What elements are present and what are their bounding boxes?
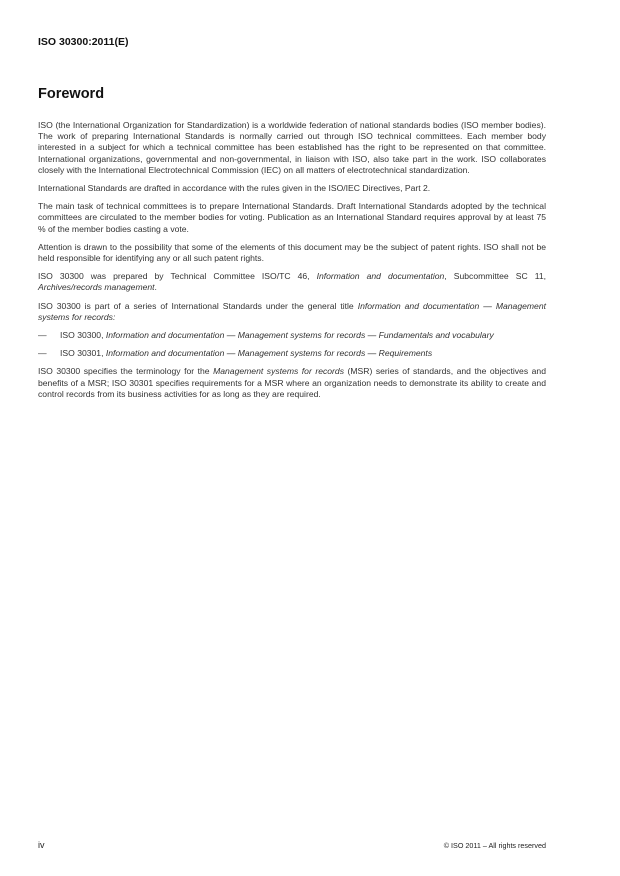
page-title: Foreword [38,86,105,102]
copyright-notice: © ISO 2011 – All rights reserved [443,841,546,850]
text-segment: ISO 30300 was prepared by Technical Committee ISO/TC 46, [38,271,317,282]
text-segment: ISO 30300 specifies the terminology for the [38,366,214,377]
list-dash: — [38,330,47,341]
paragraph-main-task: The main task of technical committees is to prepare International Standards. Draft International Standards adopted by the technical committees are circulated to the member bodies for voting. Publication as an International Standard requires approval by at least 75 % of the member bodies casting a vote. [38,201,546,234]
text-segment: ISO 30300 is part of a series of International Standards under the general title [38,300,358,311]
italic-title: Archives/records management [38,282,155,293]
paragraph-series [38,301,546,323]
document-code-header: ISO 30300:2011(E) [38,36,129,48]
list-item-text [60,330,546,341]
foreword-body [38,120,546,407]
page-number: iv [38,840,45,850]
list-dash: — [38,348,47,359]
standard-title: Information and documentation — Management systems for records — Requirements [105,348,433,359]
paragraph-directives: International Standards are drafted in accordance with the rules given in the ISO/IEC Directives, Part 2. [38,183,431,194]
paragraph-scope [38,366,546,400]
standard-number: ISO 30301, [60,348,106,359]
list-item [38,330,546,341]
standard-number: ISO 30300, [60,330,106,341]
standard-title: Information and documentation — Management systems for records — Fundamentals and vocabulary [105,330,494,341]
italic-title: Information and documentation [316,271,445,282]
list-item [38,348,546,359]
italic-title: Management systems for records [213,366,344,377]
list-item-text [60,348,546,359]
text-segment: , Subcommittee SC 11, [444,271,547,282]
italic-title: Information and documentation — Management systems for records: [38,300,546,322]
text-segment: . [154,282,157,293]
paragraph-prepared-by [38,271,546,293]
text-segment: (MSR) series of standards, and the objectives and benefits of a MSR; ISO 30301 specifies requirements for a MSR where an organization needs to demonstrate its ability to create and control records from its business activities for as long as they are required. [38,366,546,399]
paragraph-patent-rights: Attention is drawn to the possibility that some of the elements of this document may be the subject of patent rights. ISO shall not be held responsible for identifying any or all such patent rights. [38,241,546,264]
paragraph-iso-overview: ISO (the International Organization for Standardization) is a worldwide federation of national standards bodies (ISO member bodies). The work of preparing International Standards is normally carried out through ISO technical committees. Each member body interested in a subject for which a technical committee has been established has the right to be represented on that committee. International organizations, governmental and non-governmental, in liaison with ISO, also take part in the work. ISO collaborates closely with the International Electrotechnical Commission (IEC) on all matters of electrotechnical standardization. [38,120,546,175]
